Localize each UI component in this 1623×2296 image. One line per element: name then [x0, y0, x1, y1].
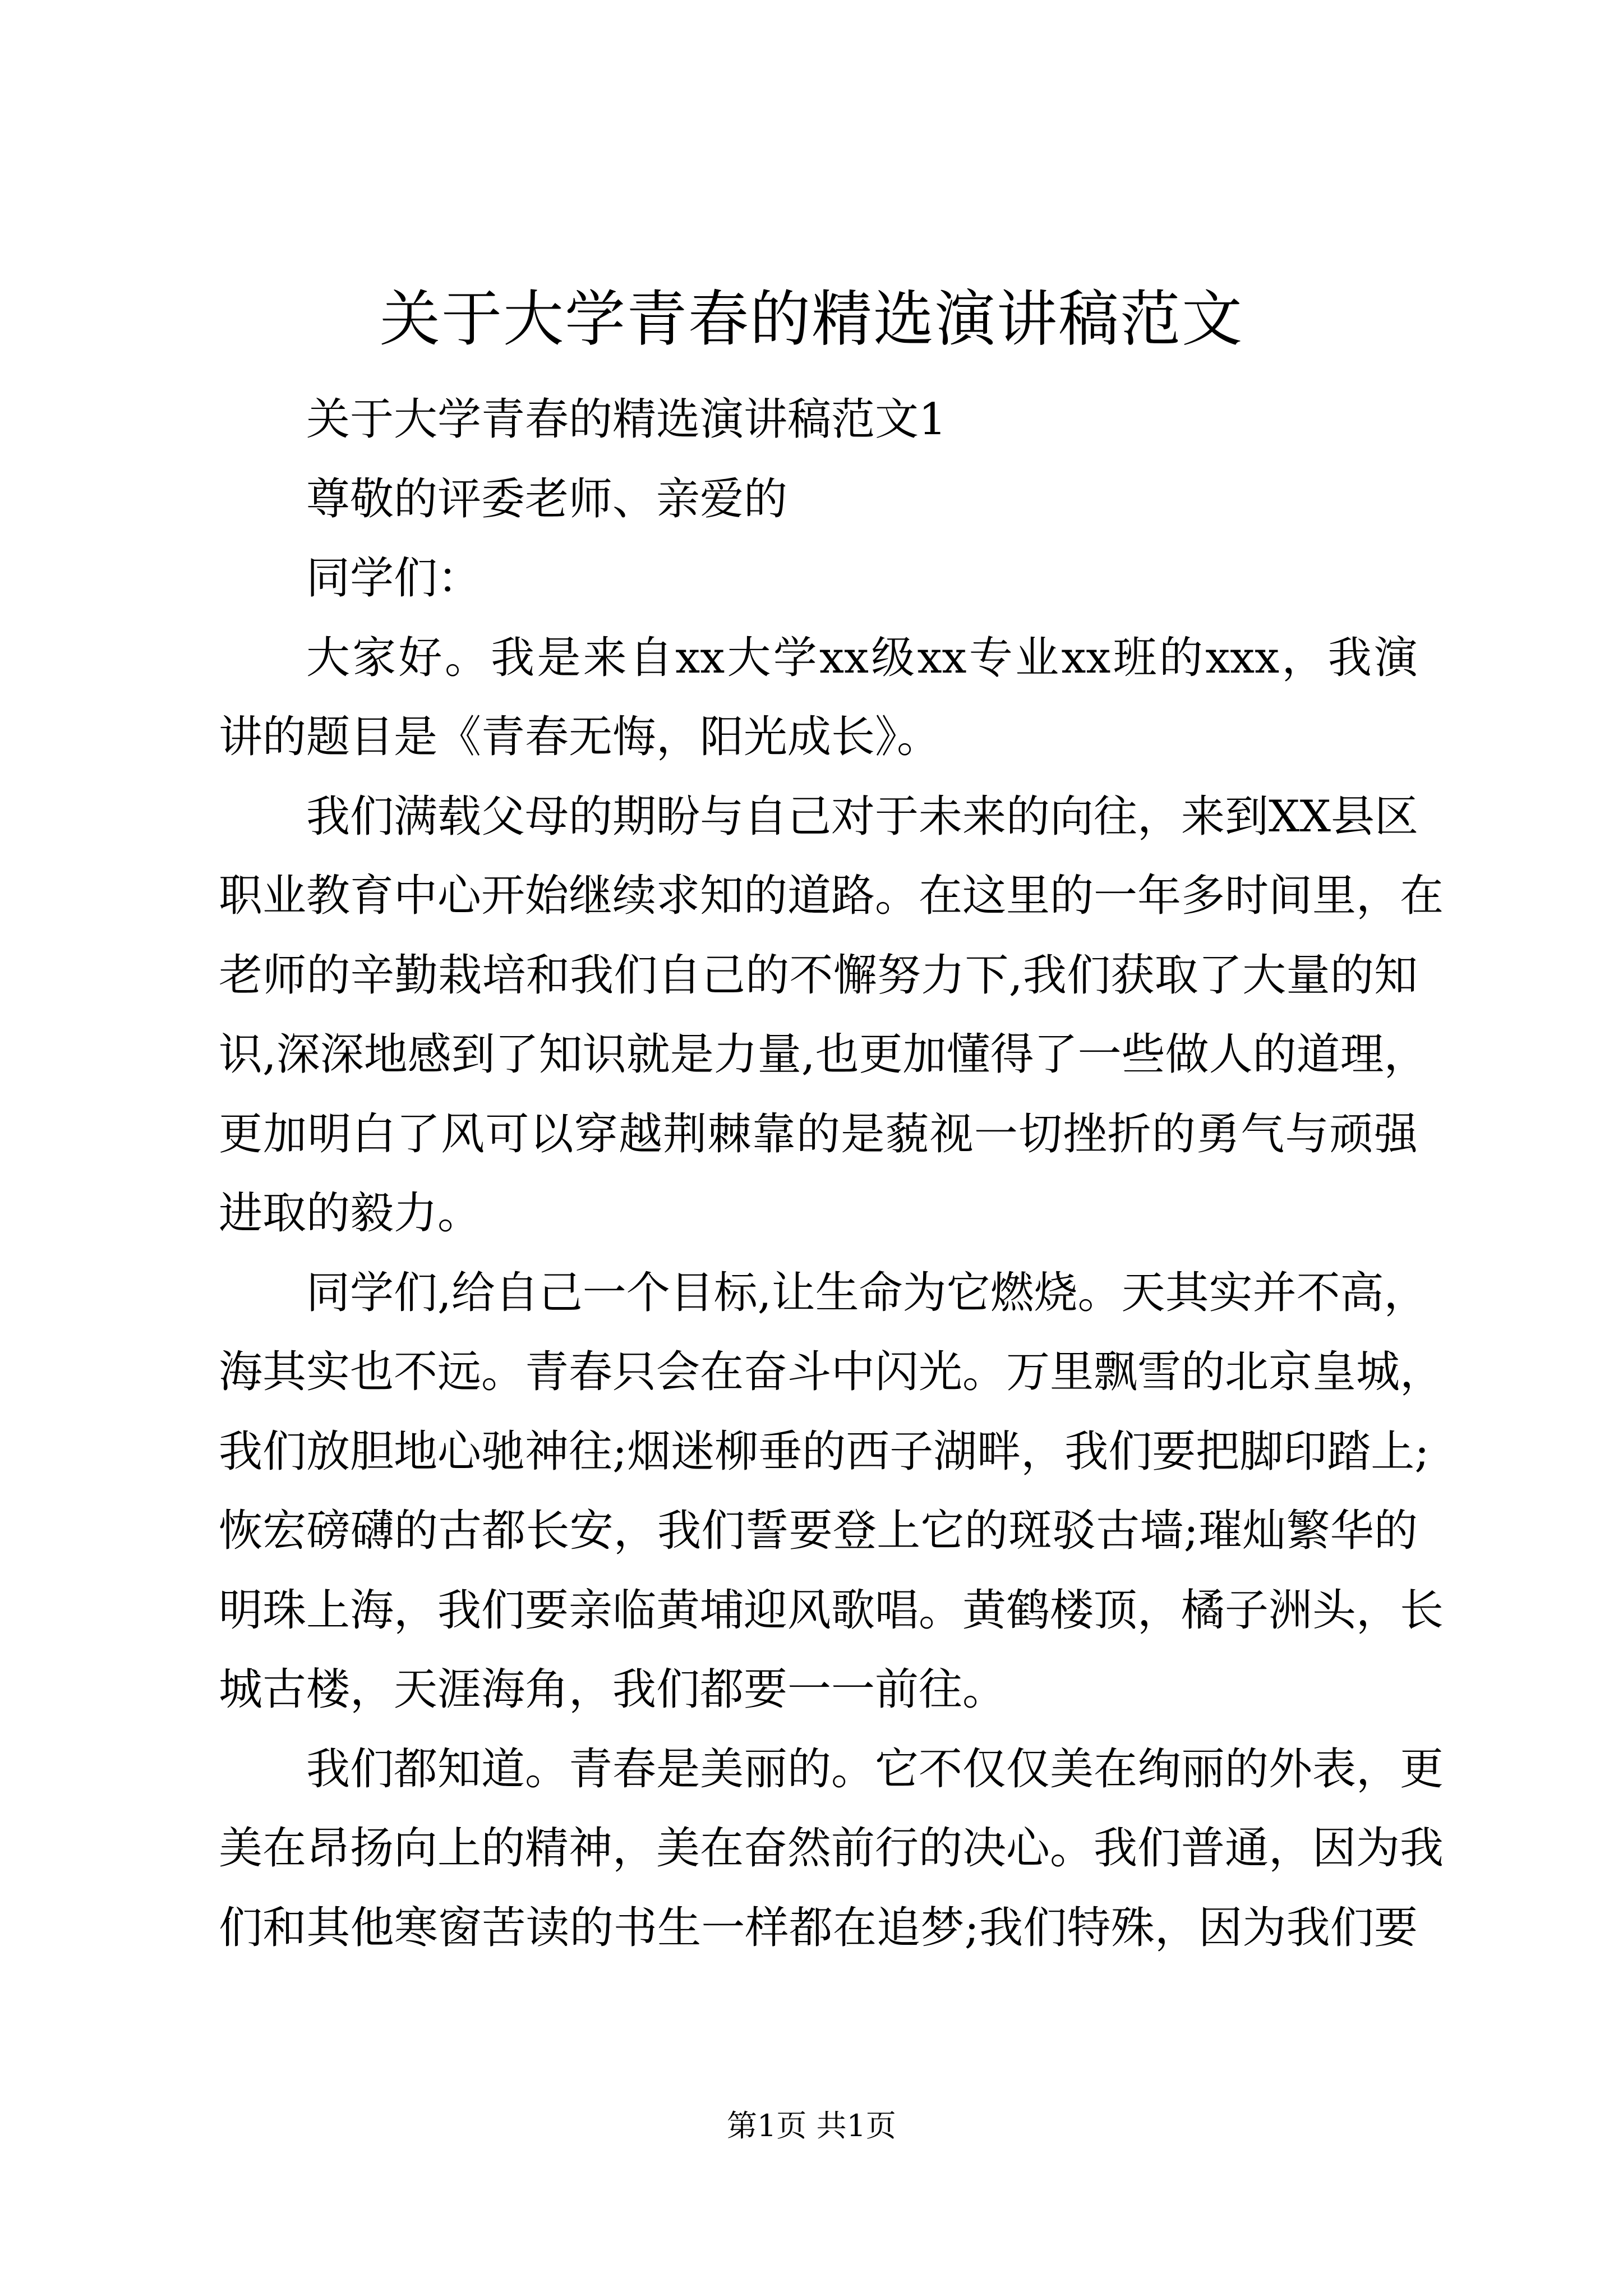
body-line: 更加明白了风可以穿越荆棘靠的是藐视一切挫折的勇气与顽强 [219, 1108, 1418, 1159]
body-line: 同学们,给自己一个目标,让生命为它燃烧。天其实并不高， [306, 1267, 1428, 1318]
body-line: 老师的辛勤栽培和我们自己的不懈努力下,我们获取了大量的知 [219, 950, 1418, 1001]
body-line: 大家好。我是来自xx大学xx级xx专业xx班的xxx，我演 [306, 632, 1418, 683]
body-line: 我们放胆地心驰神往;烟迷柳垂的西子湖畔，我们要把脚印踏上; [219, 1426, 1430, 1477]
body-line: 明珠上海，我们要亲临黄埔迎风歌唱。黄鹤楼顶，橘子洲头，长 [219, 1585, 1444, 1636]
body-line: 识,深深地感到了知识就是力量,也更加懂得了一些做人的道理， [219, 1029, 1428, 1080]
body-line: 海其实也不远。青春只会在奋斗中闪光。万里飘雪的北京皇城， [219, 1347, 1444, 1397]
body-line: 我们满载父母的期盼与自己对于未来的向往，来到XX县区 [306, 791, 1419, 842]
body-line: 恢宏磅礴的古都长安，我们誓要登上它的斑驳古墙;璀灿繁华的 [219, 1506, 1418, 1556]
body-line: 们和其他寒窗苦读的书生一样都在追梦;我们特殊，因为我们要 [219, 1902, 1418, 1953]
body-line: 关于大学青春的精选演讲稿范文1 [306, 394, 947, 445]
page-footer: 第1页 共1页 [727, 2108, 896, 2143]
body-line: 我们都知道。青春是美丽的。它不仅仅美在绚丽的外表，更 [306, 1743, 1444, 1795]
body-line: 讲的题目是《青春无悔，阳光成长》。 [219, 712, 941, 762]
body-line: 职业教育中心开始继续求知的道路。在这里的一年多时间里，在 [219, 871, 1444, 921]
document-body [219, 380, 1444, 1968]
body-line: 尊敬的评委老师、亲爱的 [306, 473, 788, 524]
body-line: 美在昂扬向上的精神，美在奋然前行的决心。我们普通，因为我 [219, 1823, 1444, 1874]
document-title: 关于大学青春的精选演讲稿范文 [379, 284, 1243, 355]
body-line: 同学们： [306, 553, 482, 604]
body-line: 城古楼，天涯海角，我们都要一一前往。 [219, 1664, 1007, 1715]
body-line: 进取的毅力。 [219, 1188, 482, 1239]
